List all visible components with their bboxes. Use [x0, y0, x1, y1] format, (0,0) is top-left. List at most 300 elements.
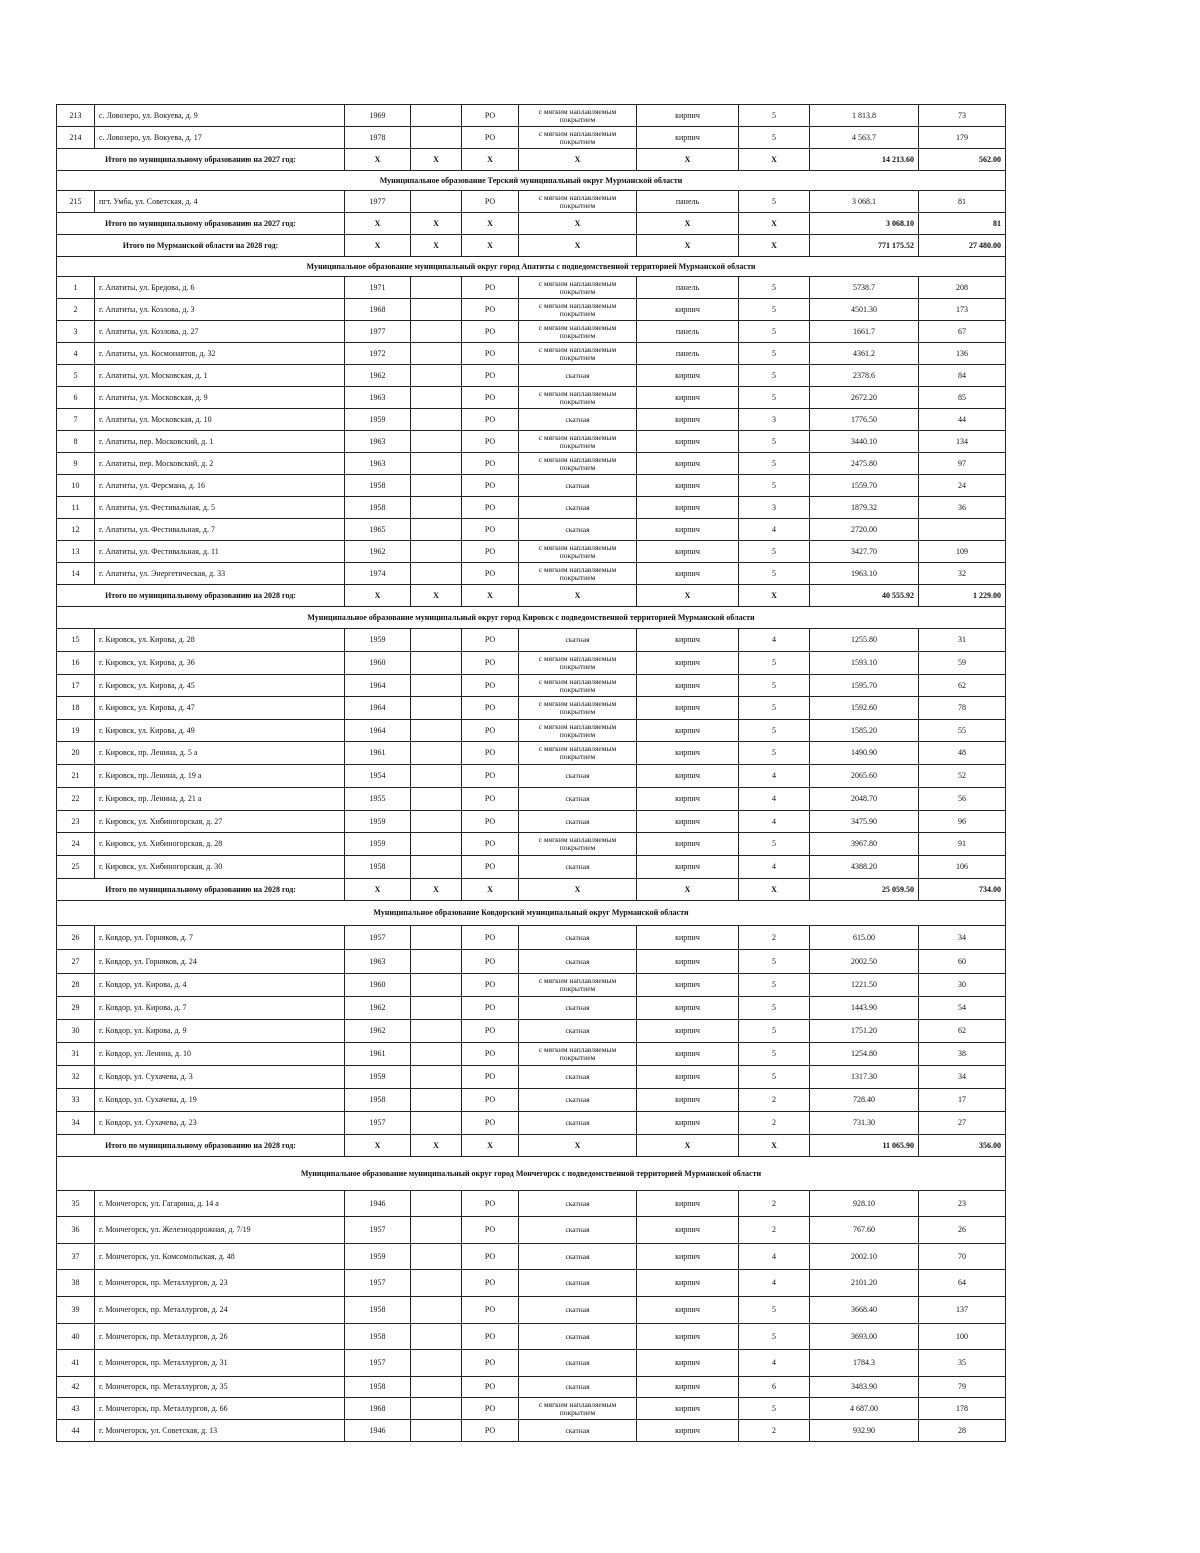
wall-material-cell: кирпич — [637, 1089, 739, 1112]
roof-type-cell: скатная — [519, 1191, 637, 1217]
address-cell: г. Кировск, пр. Ленина, д. 5 а — [95, 742, 345, 765]
roof-type-cell: скатная — [519, 629, 637, 652]
wall-material-cell: кирпич — [637, 1043, 739, 1066]
floors-cell: 5 — [739, 105, 810, 127]
year-built-cell: 1974 — [345, 563, 411, 585]
year-built-cell: 1963 — [345, 387, 411, 409]
empty-cell — [411, 742, 462, 765]
section-title-cell: Муниципальное образование муниципальный округ город Мончегорск с подведомственной территорией Мурманской области — [57, 1157, 1006, 1191]
row-number-cell: 44 — [57, 1420, 95, 1442]
method-cell: РО — [462, 720, 519, 742]
floors-cell: 5 — [739, 950, 810, 974]
table-row — [57, 299, 1006, 321]
address-cell: г. Кировск, ул. Кирова, д. 36 — [95, 652, 345, 675]
method-cell: РО — [462, 675, 519, 697]
empty-cell — [411, 1066, 462, 1089]
empty-cell — [411, 497, 462, 519]
method-cell: РО — [462, 541, 519, 563]
wall-material-cell: панель — [637, 191, 739, 213]
section-header-row — [57, 607, 1006, 629]
method-cell: РО — [462, 431, 519, 453]
total-row — [57, 1135, 1006, 1157]
table-row — [57, 1377, 1006, 1398]
empty-cell — [411, 1324, 462, 1350]
floors-cell: 5 — [739, 277, 810, 299]
floors-cell: 5 — [739, 431, 810, 453]
row-number-cell: 34 — [57, 1112, 95, 1135]
year-built-cell: 1962 — [345, 1020, 411, 1043]
method-cell: РО — [462, 475, 519, 497]
residents-cell: 79 — [919, 1377, 1006, 1398]
x-mark-cell: Х — [411, 149, 462, 171]
floors-cell: 5 — [739, 997, 810, 1020]
section-title-cell: Муниципальное образование Ковдорский муниципальный округ Мурманской области — [57, 901, 1006, 926]
floors-cell: 4 — [739, 629, 810, 652]
table-row — [57, 652, 1006, 675]
floors-cell: 5 — [739, 1020, 810, 1043]
address-cell: г. Мончегорск, пр. Металлургов, д. 26 — [95, 1324, 345, 1350]
x-mark-cell: Х — [411, 213, 462, 235]
x-mark-cell: Х — [345, 879, 411, 901]
section-header-row — [57, 901, 1006, 926]
table-row — [57, 541, 1006, 563]
method-cell: РО — [462, 652, 519, 675]
wall-material-cell: кирпич — [637, 1350, 739, 1377]
empty-cell — [411, 675, 462, 697]
method-cell: РО — [462, 811, 519, 833]
x-mark-cell: Х — [411, 879, 462, 901]
wall-material-cell: кирпич — [637, 742, 739, 765]
x-mark-cell: Х — [739, 1135, 810, 1157]
year-built-cell: 1946 — [345, 1420, 411, 1442]
roof-type-cell: скатная — [519, 1112, 637, 1135]
table-row — [57, 1066, 1006, 1089]
method-cell: РО — [462, 497, 519, 519]
year-built-cell: 1957 — [345, 1350, 411, 1377]
total-row — [57, 879, 1006, 901]
total-area-cell: 771 175.52 — [810, 235, 919, 257]
address-cell: г. Кировск, ул. Хибиногорская, д. 27 — [95, 811, 345, 833]
roof-type-cell: скатная — [519, 519, 637, 541]
roof-type-cell: скатная — [519, 497, 637, 519]
empty-cell — [411, 343, 462, 365]
year-built-cell: 1963 — [345, 950, 411, 974]
residents-cell: 84 — [919, 365, 1006, 387]
x-mark-cell: Х — [462, 1135, 519, 1157]
residents-cell: 97 — [919, 453, 1006, 475]
roof-type-cell: с мягким наплавляемым покрытием — [519, 321, 637, 343]
x-mark-cell: Х — [637, 585, 739, 607]
year-built-cell: 1977 — [345, 191, 411, 213]
residents-cell: 81 — [919, 191, 1006, 213]
roof-type-cell: с мягким наплавляемым покрытием — [519, 720, 637, 742]
x-mark-cell: Х — [345, 213, 411, 235]
empty-cell — [411, 541, 462, 563]
wall-material-cell: кирпич — [637, 1112, 739, 1135]
residents-cell: 36 — [919, 497, 1006, 519]
wall-material-cell: кирпич — [637, 1270, 739, 1297]
empty-cell — [411, 856, 462, 879]
floors-cell: 5 — [739, 365, 810, 387]
table-row — [57, 811, 1006, 833]
row-number-cell: 213 — [57, 105, 95, 127]
method-cell: РО — [462, 1089, 519, 1112]
year-built-cell: 1969 — [345, 105, 411, 127]
year-built-cell: 1954 — [345, 765, 411, 788]
empty-cell — [411, 950, 462, 974]
year-built-cell: 1962 — [345, 997, 411, 1020]
method-cell: РО — [462, 974, 519, 997]
table-row — [57, 1217, 1006, 1244]
floors-cell: 3 — [739, 409, 810, 431]
residents-cell: 34 — [919, 926, 1006, 950]
address-cell: г. Ковдор, ул. Кирова, д. 9 — [95, 1020, 345, 1043]
floors-cell: 2 — [739, 1217, 810, 1244]
x-mark-cell: Х — [462, 149, 519, 171]
total-area-cell: 11 065.90 — [810, 1135, 919, 1157]
row-number-cell: 2 — [57, 299, 95, 321]
wall-material-cell: кирпич — [637, 105, 739, 127]
wall-material-cell: кирпич — [637, 811, 739, 833]
roof-type-cell: скатная — [519, 1089, 637, 1112]
table-row — [57, 365, 1006, 387]
wall-material-cell: кирпич — [637, 387, 739, 409]
area-cell: 3440.10 — [810, 431, 919, 453]
area-cell: 2048.70 — [810, 788, 919, 811]
row-number-cell: 16 — [57, 652, 95, 675]
year-built-cell: 1958 — [345, 1089, 411, 1112]
floors-cell: 4 — [739, 519, 810, 541]
table-row — [57, 519, 1006, 541]
x-mark-cell: Х — [519, 585, 637, 607]
address-cell: г. Мончегорск, пр. Металлургов, д. 31 — [95, 1350, 345, 1377]
row-number-cell: 23 — [57, 811, 95, 833]
table-row — [57, 742, 1006, 765]
table-row — [57, 974, 1006, 997]
empty-cell — [411, 321, 462, 343]
method-cell: РО — [462, 365, 519, 387]
table-row — [57, 277, 1006, 299]
wall-material-cell: кирпич — [637, 1244, 739, 1270]
area-cell: 4361.2 — [810, 343, 919, 365]
x-mark-cell: Х — [519, 149, 637, 171]
empty-cell — [411, 127, 462, 149]
roof-type-cell: с мягким наплавляемым покрытием — [519, 299, 637, 321]
empty-cell — [411, 365, 462, 387]
area-cell: 4388.20 — [810, 856, 919, 879]
address-cell: г. Мончегорск, ул. Железнодорожная, д. 7/19 — [95, 1217, 345, 1244]
empty-cell — [411, 765, 462, 788]
row-number-cell: 14 — [57, 563, 95, 585]
wall-material-cell: кирпич — [637, 974, 739, 997]
year-built-cell: 1964 — [345, 697, 411, 720]
empty-cell — [411, 1350, 462, 1377]
floors-cell: 5 — [739, 299, 810, 321]
x-mark-cell: Х — [345, 1135, 411, 1157]
method-cell: РО — [462, 321, 519, 343]
method-cell: РО — [462, 191, 519, 213]
floors-cell: 5 — [739, 321, 810, 343]
floors-cell: 2 — [739, 1420, 810, 1442]
row-number-cell: 24 — [57, 833, 95, 856]
empty-cell — [411, 105, 462, 127]
method-cell: РО — [462, 1350, 519, 1377]
roof-type-cell: скатная — [519, 1324, 637, 1350]
address-cell: г. Апатиты, пер. Московский, д. 2 — [95, 453, 345, 475]
method-cell: РО — [462, 387, 519, 409]
wall-material-cell: кирпич — [637, 675, 739, 697]
row-number-cell: 27 — [57, 950, 95, 974]
floors-cell: 5 — [739, 127, 810, 149]
address-cell: г. Кировск, ул. Хибиногорская, д. 28 — [95, 833, 345, 856]
empty-cell — [411, 788, 462, 811]
table-row — [57, 1398, 1006, 1420]
method-cell: РО — [462, 1244, 519, 1270]
year-built-cell: 1958 — [345, 1297, 411, 1324]
row-number-cell: 22 — [57, 788, 95, 811]
area-cell: 1595.70 — [810, 675, 919, 697]
row-number-cell: 21 — [57, 765, 95, 788]
year-built-cell: 1946 — [345, 1191, 411, 1217]
year-built-cell: 1968 — [345, 1398, 411, 1420]
section-header-row — [57, 257, 1006, 277]
floors-cell: 5 — [739, 453, 810, 475]
row-number-cell: 3 — [57, 321, 95, 343]
address-cell: пгт. Умба, ул. Советская, д. 4 — [95, 191, 345, 213]
area-cell: 3668.40 — [810, 1297, 919, 1324]
total-label-cell: Итого по муниципальному образованию на 2027 год: — [57, 149, 345, 171]
empty-cell — [411, 697, 462, 720]
area-cell: 2672.20 — [810, 387, 919, 409]
area-cell: 1317.30 — [810, 1066, 919, 1089]
x-mark-cell: Х — [739, 149, 810, 171]
wall-material-cell: кирпич — [637, 950, 739, 974]
address-cell: г. Ковдор, ул. Ленина, д. 10 — [95, 1043, 345, 1066]
wall-material-cell: кирпич — [637, 1324, 739, 1350]
row-number-cell: 4 — [57, 343, 95, 365]
empty-cell — [411, 629, 462, 652]
area-cell: 767.60 — [810, 1217, 919, 1244]
roof-type-cell: скатная — [519, 475, 637, 497]
x-mark-cell: Х — [519, 235, 637, 257]
area-cell: 2720.00 — [810, 519, 919, 541]
floors-cell: 5 — [739, 563, 810, 585]
empty-cell — [411, 409, 462, 431]
year-built-cell: 1957 — [345, 1270, 411, 1297]
total-area-cell: 25 059.50 — [810, 879, 919, 901]
residents-cell: 54 — [919, 997, 1006, 1020]
floors-cell: 4 — [739, 811, 810, 833]
empty-cell — [411, 1420, 462, 1442]
area-cell: 1255.80 — [810, 629, 919, 652]
roof-type-cell: с мягким наплавляемым покрытием — [519, 697, 637, 720]
roof-type-cell: с мягким наплавляемым покрытием — [519, 191, 637, 213]
residents-cell: 179 — [919, 127, 1006, 149]
wall-material-cell: кирпич — [637, 1297, 739, 1324]
empty-cell — [411, 1112, 462, 1135]
residents-cell: 96 — [919, 811, 1006, 833]
year-built-cell: 1959 — [345, 811, 411, 833]
wall-material-cell: кирпич — [637, 629, 739, 652]
wall-material-cell: кирпич — [637, 127, 739, 149]
year-built-cell: 1958 — [345, 475, 411, 497]
x-mark-cell: Х — [739, 879, 810, 901]
empty-cell — [411, 475, 462, 497]
roof-type-cell: с мягким наплавляемым покрытием — [519, 1398, 637, 1420]
residents-cell: 100 — [919, 1324, 1006, 1350]
year-built-cell: 1959 — [345, 833, 411, 856]
residents-cell: 67 — [919, 321, 1006, 343]
total-row — [57, 235, 1006, 257]
area-cell: 1592.60 — [810, 697, 919, 720]
table-row — [57, 1244, 1006, 1270]
roof-type-cell: скатная — [519, 1420, 637, 1442]
area-cell: 1751.20 — [810, 1020, 919, 1043]
row-number-cell: 15 — [57, 629, 95, 652]
area-cell: 3475.90 — [810, 811, 919, 833]
method-cell: РО — [462, 1112, 519, 1135]
table-row — [57, 856, 1006, 879]
method-cell: РО — [462, 833, 519, 856]
residents-cell: 28 — [919, 1420, 1006, 1442]
empty-cell — [411, 1191, 462, 1217]
wall-material-cell: кирпич — [637, 1066, 739, 1089]
address-cell: г. Мончегорск, ул. Советская, д. 13 — [95, 1420, 345, 1442]
row-number-cell: 7 — [57, 409, 95, 431]
area-cell: 3967.80 — [810, 833, 919, 856]
row-number-cell: 33 — [57, 1089, 95, 1112]
total-label-cell: Итого по муниципальному образованию на 2028 год: — [57, 585, 345, 607]
address-cell: г. Апатиты, ул. Московская, д. 9 — [95, 387, 345, 409]
residents-cell: 173 — [919, 299, 1006, 321]
residents-cell: 208 — [919, 277, 1006, 299]
total-residents-cell: 562.00 — [919, 149, 1006, 171]
residents-cell: 64 — [919, 1270, 1006, 1297]
method-cell: РО — [462, 697, 519, 720]
table-row — [57, 497, 1006, 519]
year-built-cell: 1962 — [345, 541, 411, 563]
empty-cell — [411, 1217, 462, 1244]
area-cell: 615.00 — [810, 926, 919, 950]
method-cell: РО — [462, 997, 519, 1020]
roof-type-cell: скатная — [519, 788, 637, 811]
row-number-cell: 39 — [57, 1297, 95, 1324]
floors-cell: 5 — [739, 720, 810, 742]
table-row — [57, 1043, 1006, 1066]
method-cell: РО — [462, 1217, 519, 1244]
residents-cell: 30 — [919, 974, 1006, 997]
floors-cell: 4 — [739, 788, 810, 811]
floors-cell: 4 — [739, 1244, 810, 1270]
method-cell: РО — [462, 299, 519, 321]
empty-cell — [411, 1089, 462, 1112]
wall-material-cell: кирпич — [637, 856, 739, 879]
roof-type-cell: скатная — [519, 926, 637, 950]
year-built-cell: 1977 — [345, 321, 411, 343]
area-cell: 1 813.8 — [810, 105, 919, 127]
wall-material-cell: кирпич — [637, 519, 739, 541]
roof-type-cell: с мягким наплавляемым покрытием — [519, 431, 637, 453]
method-cell: РО — [462, 1270, 519, 1297]
total-residents-cell: 734.00 — [919, 879, 1006, 901]
year-built-cell: 1959 — [345, 629, 411, 652]
roof-type-cell: скатная — [519, 365, 637, 387]
year-built-cell: 1958 — [345, 497, 411, 519]
residents-cell: 17 — [919, 1089, 1006, 1112]
residents-cell: 48 — [919, 742, 1006, 765]
address-cell: г. Апатиты, ул. Московская, д. 1 — [95, 365, 345, 387]
floors-cell: 5 — [739, 475, 810, 497]
residents-cell: 106 — [919, 856, 1006, 879]
floors-cell: 2 — [739, 1089, 810, 1112]
table-row — [57, 127, 1006, 149]
row-number-cell: 6 — [57, 387, 95, 409]
year-built-cell: 1957 — [345, 1112, 411, 1135]
year-built-cell: 1972 — [345, 343, 411, 365]
residents-cell: 60 — [919, 950, 1006, 974]
table-row — [57, 343, 1006, 365]
area-cell: 1490.90 — [810, 742, 919, 765]
year-built-cell: 1958 — [345, 856, 411, 879]
section-header-row — [57, 1157, 1006, 1191]
row-number-cell: 41 — [57, 1350, 95, 1377]
empty-cell — [411, 1244, 462, 1270]
roof-type-cell: с мягким наплавляемым покрытием — [519, 563, 637, 585]
empty-cell — [411, 387, 462, 409]
floors-cell: 5 — [739, 387, 810, 409]
empty-cell — [411, 997, 462, 1020]
wall-material-cell: кирпич — [637, 1377, 739, 1398]
total-row — [57, 213, 1006, 235]
x-mark-cell: Х — [637, 879, 739, 901]
housing-program-table — [56, 104, 1006, 1442]
floors-cell: 5 — [739, 697, 810, 720]
area-cell: 4 563.7 — [810, 127, 919, 149]
area-cell: 1776.50 — [810, 409, 919, 431]
table-row — [57, 1350, 1006, 1377]
empty-cell — [411, 277, 462, 299]
wall-material-cell: кирпич — [637, 1020, 739, 1043]
method-cell: РО — [462, 856, 519, 879]
roof-type-cell: скатная — [519, 997, 637, 1020]
x-mark-cell: Х — [411, 585, 462, 607]
floors-cell: 5 — [739, 343, 810, 365]
area-cell: 1879.32 — [810, 497, 919, 519]
year-built-cell: 1978 — [345, 127, 411, 149]
year-built-cell: 1959 — [345, 1066, 411, 1089]
wall-material-cell: кирпич — [637, 541, 739, 563]
x-mark-cell: Х — [345, 585, 411, 607]
year-built-cell: 1961 — [345, 742, 411, 765]
area-cell: 1661.7 — [810, 321, 919, 343]
x-mark-cell: Х — [739, 585, 810, 607]
year-built-cell: 1963 — [345, 453, 411, 475]
total-label-cell: Итого по муниципальному образованию на 2027 год: — [57, 213, 345, 235]
x-mark-cell: Х — [345, 235, 411, 257]
method-cell: РО — [462, 519, 519, 541]
row-number-cell: 26 — [57, 926, 95, 950]
residents-cell: 27 — [919, 1112, 1006, 1135]
table-row — [57, 629, 1006, 652]
empty-cell — [411, 974, 462, 997]
total-label-cell: Итого по Мурманской области на 2028 год: — [57, 235, 345, 257]
floors-cell: 2 — [739, 1191, 810, 1217]
year-built-cell: 1958 — [345, 1324, 411, 1350]
address-cell: г. Кировск, пр. Ленина, д. 19 а — [95, 765, 345, 788]
method-cell: РО — [462, 1297, 519, 1324]
floors-cell: 4 — [739, 856, 810, 879]
residents-cell: 70 — [919, 1244, 1006, 1270]
